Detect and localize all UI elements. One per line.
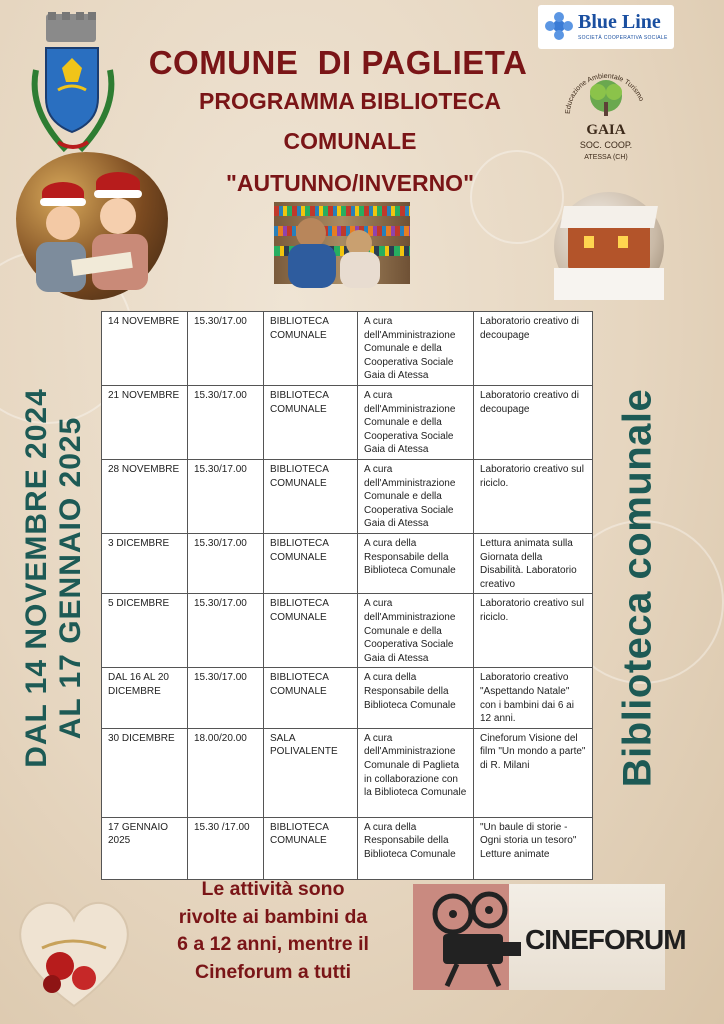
biblioteca-comunale-label: Biblioteca comunale (615, 388, 660, 788)
subtitle-line-2: COMUNALE (283, 128, 417, 154)
cell-organizer: A cura della Responsabile della Biblioteca Comunale (358, 534, 474, 594)
cell-time: 15.30/17.00 (188, 386, 264, 460)
flower-icon (544, 11, 574, 41)
cell-time: 15.30/17.00 (188, 668, 264, 728)
cell-date: 21 NOVEMBRE (102, 386, 188, 460)
cell-organizer: A cura dell'Amministrazione Comunale e della Cooperativa Sociale Gaia di Atessa (358, 594, 474, 668)
cell-organizer: A cura dell'Amministrazione Comunale di Paglieta in collaborazione con la Biblioteca Comunale (358, 728, 474, 817)
library-photo (274, 202, 410, 284)
cell-place: BIBLIOTECA COMUNALE (264, 817, 358, 879)
cell-activity: Laboratorio creativo di decoupage (474, 312, 593, 386)
page-title: COMUNE DI PAGLIETA (148, 44, 528, 81)
cell-activity: Laboratorio creativo sul riciclo. (474, 594, 593, 668)
cell-time: 18.00/20.00 (188, 728, 264, 817)
footer-note (128, 876, 418, 986)
gaia-logo (560, 62, 652, 172)
blue-line-logo (538, 5, 674, 49)
table-row (102, 728, 593, 817)
cell-date: 17 GENNAIO 2025 (102, 817, 188, 879)
footer-line-4: Cineforum a tutti (195, 960, 351, 983)
comune-crest-icon (18, 10, 128, 160)
children-reading-photo (16, 152, 168, 300)
cell-date: 28 NOVEMBRE (102, 460, 188, 534)
schedule-table (101, 311, 593, 880)
tree-icon (560, 62, 652, 122)
cell-time: 15.30/17.00 (188, 312, 264, 386)
cell-activity: Laboratorio creativo sul riciclo. (474, 460, 593, 534)
cell-date: 5 DICEMBRE (102, 594, 188, 668)
gaia-name: GAIA (586, 122, 626, 138)
cell-activity: "Un baule di storie - Ogni storia un tesoro" Letture animate (474, 817, 593, 879)
table-row (102, 594, 593, 668)
gaia-arc-text: Educazione Ambientale Turismo (564, 72, 645, 115)
cell-place: BIBLIOTECA COMUNALE (264, 460, 358, 534)
table-row (102, 312, 593, 386)
cell-place: BIBLIOTECA COMUNALE (264, 594, 358, 668)
background-swirl (470, 150, 564, 244)
table-row (102, 817, 593, 879)
table-row (102, 460, 593, 534)
cell-date: DAL 16 AL 20 DICEMBRE (102, 668, 188, 728)
gaia-place: ATESSA (CH) (584, 154, 628, 161)
cineforum-label: CINEFORUM (525, 924, 686, 955)
table-row (102, 386, 593, 460)
heart-ornament-image (12, 888, 136, 1012)
cell-organizer: A cura dell'Amministrazione Comunale e della Cooperativa Sociale Gaia di Atessa (358, 312, 474, 386)
footer-line-1: Le attività sono (201, 878, 345, 900)
christmas-ornament-image (554, 192, 664, 300)
cell-time: 15.30/17.00 (188, 594, 264, 668)
gaia-sub: SOC. COOP. (579, 140, 633, 150)
footer-line-3: 6 a 12 anni, mentre il (177, 933, 369, 955)
cell-place: BIBLIOTECA COMUNALE (264, 668, 358, 728)
cell-place: BIBLIOTECA COMUNALE (264, 386, 358, 460)
blue-line-name: Blue Line (578, 11, 661, 33)
cell-date: 3 DICEMBRE (102, 534, 188, 594)
cell-time: 15.30 /17.00 (188, 817, 264, 879)
cell-organizer: A cura dell'Amministrazione Comunale e della Cooperativa Sociale Gaia di Atessa (358, 460, 474, 534)
table-row (102, 534, 593, 594)
blue-line-tagline: SOCIETÀ COOPERATIVA SOCIALE (578, 35, 668, 41)
cell-activity: Cineforum Visione del film "Un mondo a parte" di R. Milani (474, 728, 593, 817)
cell-place: SALA POLIVALENTE (264, 728, 358, 817)
cell-place: BIBLIOTECA COMUNALE (264, 312, 358, 386)
film-projector-icon (417, 888, 527, 988)
subtitle-line-1: PROGRAMMA BIBLIOTECA (199, 88, 501, 114)
cell-activity: Laboratorio creativo di decoupage (474, 386, 593, 460)
date-range-line-1: DAL 14 NOVEMBRE 2024 (20, 388, 53, 768)
cell-organizer: A cura della Responsabile della Biblioteca Comunale (358, 668, 474, 728)
cell-organizer: A cura della Responsabile della Biblioteca Comunale (358, 817, 474, 879)
cineforum-banner (413, 884, 686, 990)
cell-activity: Lettura animata sulla Giornata della Disabilità. Laboratorio creativo (474, 534, 593, 594)
heart-icon (12, 888, 136, 1012)
cell-date: 30 DICEMBRE (102, 728, 188, 817)
cell-date: 14 NOVEMBRE (102, 312, 188, 386)
cell-time: 15.30/17.00 (188, 534, 264, 594)
cell-activity: Laboratorio creativo "Aspettando Natale" con i bambini dai 6 ai 12 anni. (474, 668, 593, 728)
footer-line-2: rivolte ai bambini da (178, 905, 368, 928)
cell-organizer: A cura dell'Amministrazione Comunale e della Cooperativa Sociale Gaia di Atessa (358, 386, 474, 460)
table-row (102, 668, 593, 728)
cell-time: 15.30/17.00 (188, 460, 264, 534)
subtitle-line-3: "AUTUNNO/INVERNO" (226, 170, 474, 196)
date-range-line-2: AL 17 GENNAIO 2025 (54, 416, 87, 740)
cell-place: BIBLIOTECA COMUNALE (264, 534, 358, 594)
